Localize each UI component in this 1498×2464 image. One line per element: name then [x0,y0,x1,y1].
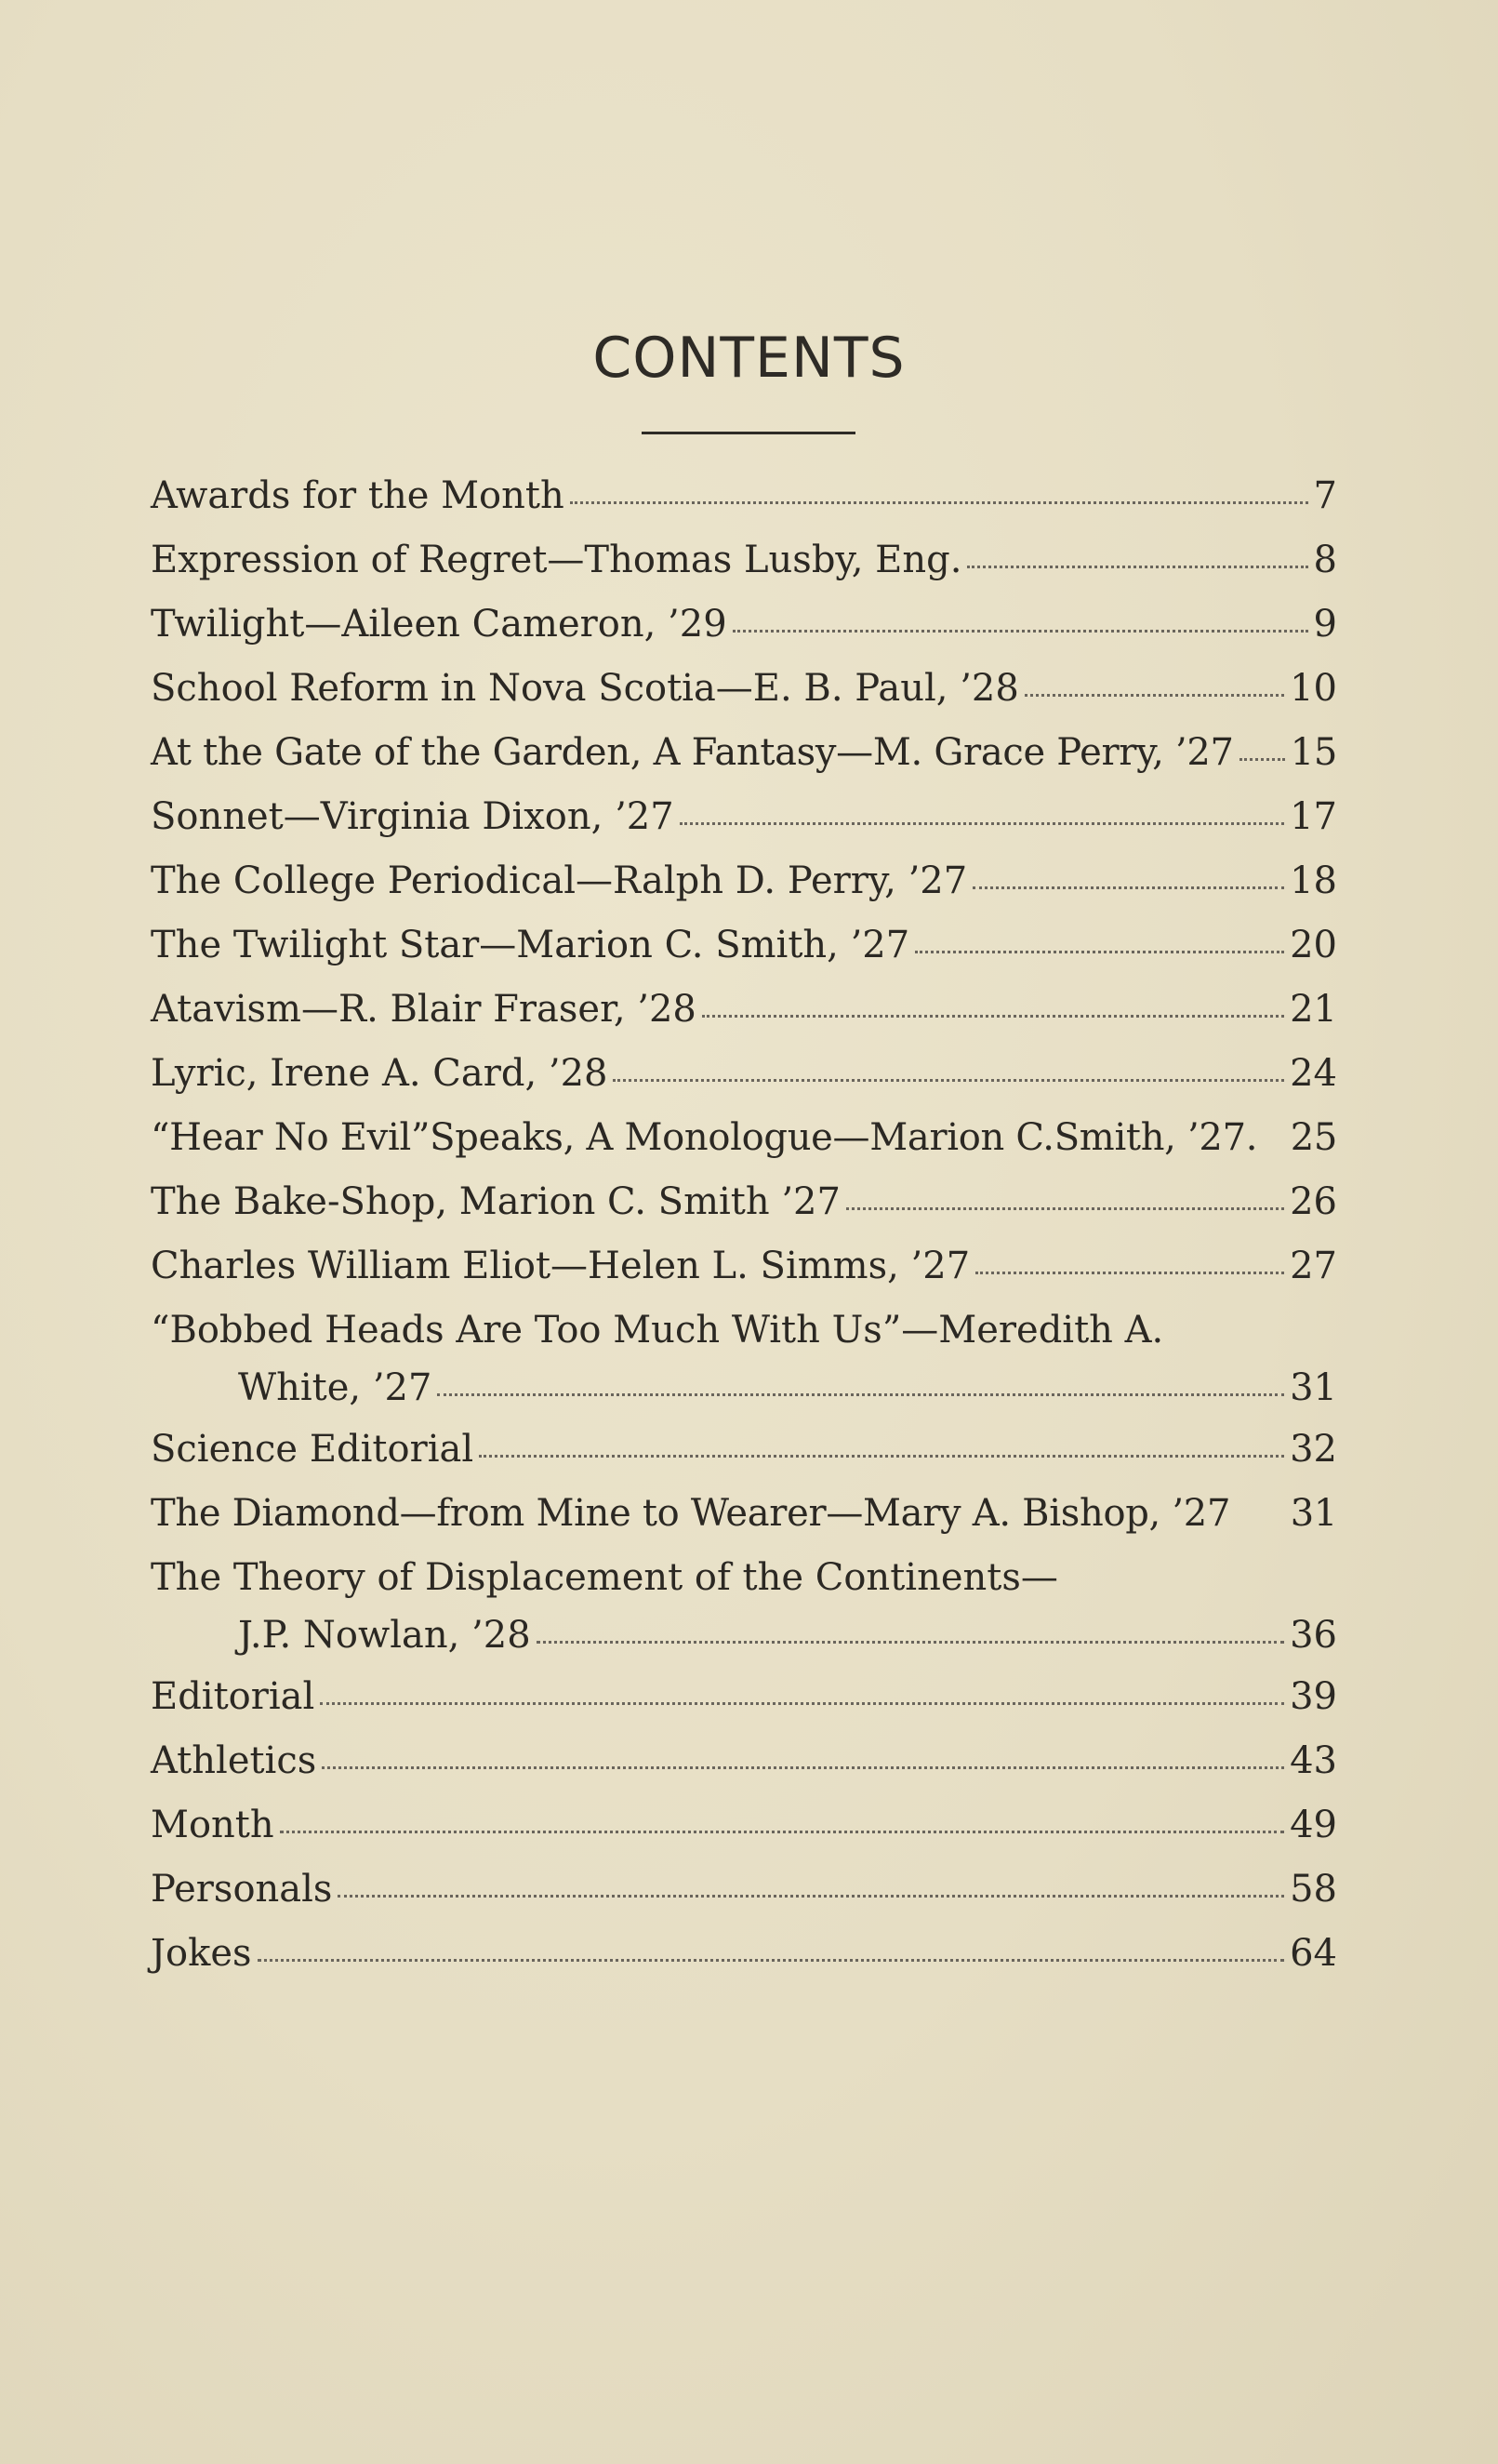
title-rule [642,432,855,434]
entry-page-number: 64 [1290,1932,1337,1975]
entry-page-number: 31 [1290,1492,1337,1535]
toc-entry[interactable] [151,657,1337,721]
entry-page-number: 43 [1290,1739,1337,1782]
dot-leader [338,1895,1284,1898]
toc-entry[interactable] [151,528,1337,593]
toc-entry[interactable] [151,1546,1337,1665]
entry-title: At the Gate of the Garden, A Fantasy—M. Grace Perry, ’27 [151,731,1234,774]
entry-continuation-line [151,1358,1337,1418]
entry-page-number: 31 [1290,1366,1337,1409]
dot-leader [733,630,1308,633]
entry-title: Lyric, Irene A. Card, ’28 [151,1052,608,1095]
entry-title: Charles William Eliot—Helen L. Simms, ’27 [151,1245,971,1287]
page-title: CONTENTS [592,326,906,391]
toc-entry[interactable] [151,1922,1337,1986]
toc-entry[interactable] [151,1418,1337,1482]
entry-title-continuation: White, ’27 [238,1366,432,1409]
entry-title: The Diamond—from Mine to Wearer—Mary A. Bishop, ’27 [151,1492,1231,1535]
entry-page-number: 39 [1290,1675,1337,1718]
entry-page-number: 26 [1290,1180,1337,1223]
toc-entry[interactable] [151,1042,1337,1106]
entry-page-number: 8 [1313,539,1337,581]
entry-continuation-line [151,1605,1337,1665]
entry-title: Expression of Regret—Thomas Lusby, Eng. [151,539,962,581]
dot-leader [280,1831,1284,1833]
entry-title: “Bobbed Heads Are Too Much With Us”—Meredith A. [151,1309,1164,1352]
entry-page-number: 32 [1290,1428,1337,1471]
entry-title: The Twilight Star—Marion C. Smith, ’27 [151,924,910,966]
dot-leader [702,1015,1284,1018]
dot-leader [915,951,1284,953]
toc-entry[interactable] [151,1665,1337,1729]
entry-page-number: 27 [1290,1245,1337,1287]
table-of-contents [151,464,1337,1986]
toc-entry[interactable] [151,785,1337,849]
toc-entry[interactable] [151,849,1337,913]
toc-entry[interactable] [151,913,1337,978]
toc-entry[interactable] [151,1729,1337,1793]
entry-page-number: 25 [1290,1116,1337,1159]
dot-leader [537,1641,1284,1644]
dot-leader [973,886,1284,889]
toc-entry[interactable] [151,593,1337,657]
dot-leader [258,1959,1285,1962]
dot-leader [479,1455,1284,1458]
entry-page-number: 49 [1290,1804,1337,1846]
entry-title: Awards for the Month [151,474,564,517]
entry-title: Personals [151,1868,333,1911]
toc-entry[interactable] [151,1106,1337,1170]
dot-leader [1239,758,1285,761]
dot-leader [975,1272,1284,1274]
toc-entry[interactable] [151,1299,1337,1418]
entry-title: Month [151,1804,274,1846]
entry-page-number: 9 [1313,603,1337,646]
entry-title: Atavism—R. Blair Fraser, ’28 [151,988,696,1031]
dot-leader [613,1079,1284,1082]
entry-page-number: 17 [1290,795,1337,838]
toc-entry[interactable] [151,1793,1337,1858]
entry-title: Sonnet—Virginia Dixon, ’27 [151,795,674,838]
dot-leader [967,566,1307,568]
dot-leader [1259,1143,1289,1146]
dot-leader [1025,694,1284,697]
toc-entry[interactable] [151,721,1337,785]
toc-entry[interactable] [151,1858,1337,1922]
entry-title: The Theory of Displacement of the Continents— [151,1556,1058,1599]
entry-title: Science Editorial [151,1428,474,1471]
entry-title: The Bake-Shop, Marion C. Smith ’27 [151,1180,841,1223]
entry-title: Athletics [151,1739,317,1782]
entry-title-continuation: J.P. Nowlan, ’28 [238,1614,531,1657]
entry-title: The College Periodical—Ralph D. Perry, ’27 [151,859,968,902]
toc-entry[interactable] [151,1482,1337,1546]
toc-entry[interactable] [151,978,1337,1042]
entry-page-number: 15 [1290,731,1337,774]
entry-page-number: 21 [1290,988,1337,1031]
entry-title: Twilight—Aileen Cameron, ’29 [151,603,727,646]
dot-leader [437,1393,1284,1396]
entry-page-number: 10 [1290,667,1337,710]
entry-page-number: 7 [1313,474,1337,517]
toc-entry[interactable] [151,464,1337,528]
entry-page-number: 18 [1290,859,1337,902]
entry-title: Editorial [151,1675,315,1718]
entry-page-number: 58 [1290,1868,1337,1911]
entry-page-number: 20 [1290,924,1337,966]
entry-page-number: 36 [1290,1614,1337,1657]
entry-title: “Hear No Evil”Speaks, A Monologue—Marion C.Smith, ’27. [151,1116,1258,1159]
dot-leader [320,1702,1284,1705]
entry-title: Jokes [151,1932,252,1975]
dot-leader [570,501,1308,504]
dot-leader [846,1207,1284,1210]
toc-entry[interactable] [151,1234,1337,1299]
dot-leader [1234,1519,1287,1522]
entry-page-number: 24 [1290,1052,1337,1095]
dot-leader [680,822,1284,825]
entry-title: School Reform in Nova Scotia—E. B. Paul, ’28 [151,667,1019,710]
toc-entry[interactable] [151,1170,1337,1234]
dot-leader [322,1766,1284,1769]
